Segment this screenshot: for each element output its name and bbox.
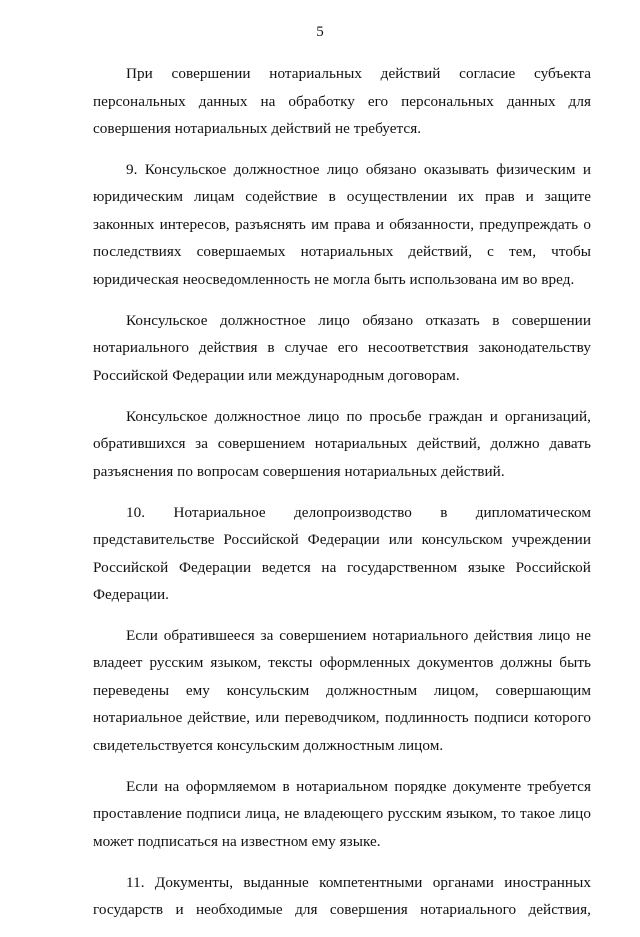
page-number: 5 — [316, 24, 324, 40]
paragraph-item-9: 9. Консульское должностное лицо обязано оказывать физическим и юридическим лицам содействие в осуществлении их прав и защите законных интересов, разъяснять им права и обязанности, предупреждать о последствиях совершаемых нотариальных действий, с тем, чтобы юридическая неосведомленность не могла быть использована им во вред. — [93, 160, 591, 288]
paragraph-consent: При совершении нотариальных действий согласие субъекта персональных данных на обработку его персональных данных для совершения нотариальных действий не требуется. — [93, 65, 591, 137]
paragraph-refusal: Консульское должностное лицо обязано отказать в совершении нотариального действия в случае его несоответствия законодательству Российской Федерации или международным договорам. — [93, 311, 591, 384]
paragraph-signature-language: Если на оформляемом в нотариальном порядке документе требуется проставление подписи лица, не владеющего русским языком, то такое лицо может подписаться на известном ему языке. — [93, 777, 591, 850]
paragraph-item-10: 10. Нотариальное делопроизводство в дипломатическом представительстве Российской Федерации или консульском учреждении Российской Федерации ведется на государственном языке Российской Федерации. — [93, 503, 591, 604]
body-text — [93, 60, 591, 937]
paragraph-explanations: Консульское должностное лицо по просьбе граждан и организаций, обратившихся за совершением нотариальных действий, должно давать разъяснения по вопросам совершения нотариальных действий. — [93, 407, 591, 480]
paragraph-translation: Если обратившееся за совершением нотариального действия лицо не владеет русским языком, тексты оформленных документов должны быть переведены ему консульским должностным лицом, совершающим нотариальное действие, или переводчиком, подлинность подписи которого свидетельствуется консульским должностным лицом. — [93, 626, 591, 754]
paragraph-item-11: 11. Документы, выданные компетентными органами иностранных государств и необходимые для совершения нотариального действия, — [93, 873, 591, 919]
